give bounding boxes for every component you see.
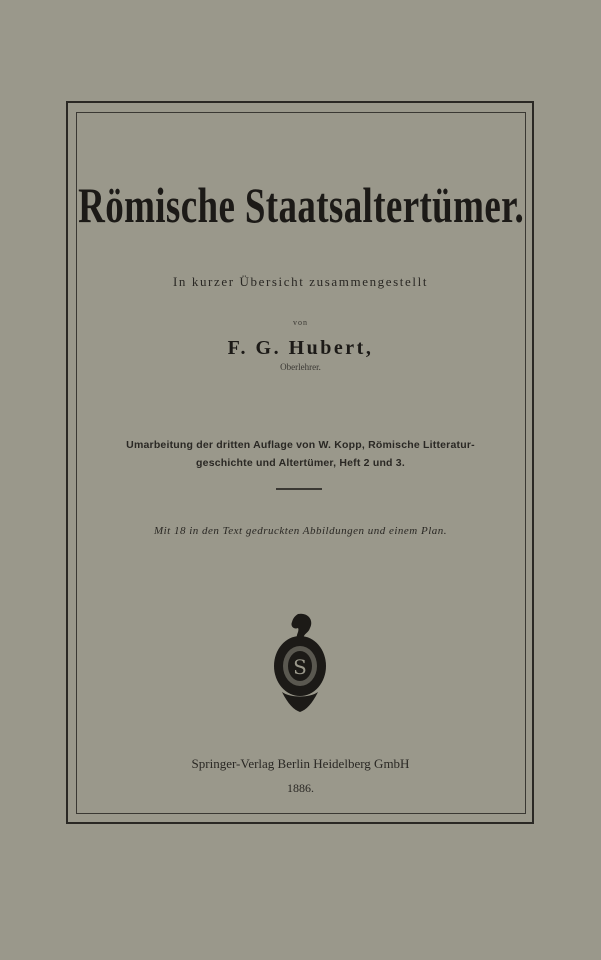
- book-title: Römische Staatsaltertümer.: [78, 177, 525, 233]
- publisher: Springer-Verlag Berlin Heidelberg GmbH: [191, 756, 410, 771]
- author-name: F. G. Hubert,: [227, 337, 374, 359]
- edition-line-1: Umarbeitung der dritten Auflage von W. Kopp, Römische Litteratur-: [126, 439, 475, 451]
- subtitle: In kurzer Übersicht zusammengestellt: [172, 274, 429, 289]
- by-label: von: [293, 318, 308, 327]
- author-role: Oberlehrer.: [280, 362, 321, 372]
- edition-line-2: geschichte und Altertümer, Heft 2 und 3.: [196, 457, 405, 469]
- springer-knight-emblem-icon: [268, 612, 332, 714]
- illustrations-note: Mit 18 in den Text gedruckten Abbildungen und einem Plan.: [153, 525, 448, 537]
- svg-text:S: S: [293, 655, 307, 679]
- divider-rule: [276, 488, 322, 490]
- publication-year: 1886.: [287, 781, 314, 795]
- edition-note: [0, 436, 601, 472]
